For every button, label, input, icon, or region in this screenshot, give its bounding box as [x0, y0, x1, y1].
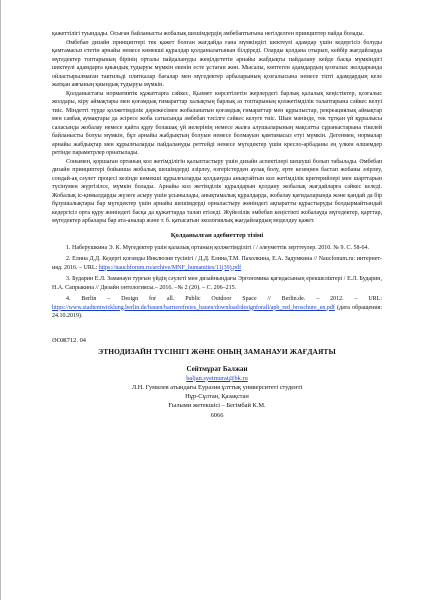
body-paragraph-2: Әмбебап дизайн принциптері тек қажет болған жағдайда ғана мүмкіндігі шектеулі адамдар үшін кедергісіз болуды қамтамасыз ететін арнайы немесе көмекші құралдар қолданылатынын білдіреді. Оларды қолдана отырып, кейбір жағдайларда мүгедектер топтарының бірінің орталы пайдалануды жеңілдететін арнайы жабдықты пайдалану кейде басқа мүмкіндігі шектеулі адамдарға қиындық тудыруы мүмкін екенін есте ұстаған жөн. Мысалы, көптеген адамдардың қозғалыс жолдарында ойластырылмаған тактильді плиткалар бағалар мен мүгедектер арбаларының қозғалысына немесе тіпті адамдардың келе жатқан аяғының қиындық тудыруы мүмкін. [52, 39, 382, 88]
reference-text: 4. Berlin – Design for all. Public Outdoor Space // Berlin.de. – 2012. – URL: [66, 296, 382, 302]
reference-text: 1. Наберушкина Э. К. Мүгедектер үшін қалалық ортаның қолжетімділігі / / әлеуметтік зерттеулер. 2010. № 9. С. 58-64. [66, 244, 369, 251]
reference-link[interactable]: https://www.stadtentwicklung.berlin.de/bauen/barrierefreies_bauen/download/designforall/apb_red_broschure_en.pdf [52, 304, 335, 311]
page-edge-line [0, 0, 1, 600]
body-paragraph-4: Сонымен, қоршаған ортаның кол жетімділігін қалыптастыру үшін дизайн аспектілері шешуші болып табылады. Әмбебап дизайн принциптері бойынша жобалық шешімдерді әзірлеу, өзгерістерден аулақ болу, ерте кезеңнен бастап жобаны әзірлеу, сондай-ақ сәулет процесі кезінде көмекші құрылғыларды қолдануды анықтайтын кол жетімділік критерийлері мен шарттарын түсінумен жүргізілсе, мүмкін болады. Арнайы кол жетімділік құралдарын қолдану жобалық жағдайларға сәйкес келеді. Жобалық іс-қимылдарды жүзеге асыру үшін ұсынылады, анықтамалық құралдарда, жобалау қағидаларында және қандай да бір бұзушылықтары бар мүгедектер үшін арнайы шешімдерді орналастыру жөніндегі ақпаратты құрастыруды болдырмайтындай кедергісіз орта құру жөніндегі басқа да құжаттарда талап етіледі. Жүйелілік әмбебап кеңістікті жобалауда мүгедектер, қарттар, мүгедектер арбалары бар ата-аналар және т. б. қатысатын экологиялық жағдайлардың моделдеу қажет. [52, 158, 382, 224]
author-block [52, 365, 382, 420]
body-paragraph-3: Қолданыстағы нормативтік құжаттарға сәйкес, Қызмет көрсетілетін жерлердегі барлық қалалық кеңістіктер, қозғалыс жолдары, кіру аймақтары мен қоғамдық ғимараттар халықтың барлық аз топтарының қолжетімділік талаптарына сәйкес келуі тиіс. Міндетті түрде қолжетімділік дәрежесімен жобаланатын қоғамдық ғимараттар мен құрылыстар, рекреациялық аймақтар мен саябақ аумақтары да әсіресе жоба сатысында әмбебап тәсілге сәйкес келуге тиіс. Шын мәнінде, тек тұтқан үй құрылысы саласында жобалау немесе қайта құру болашақ үй иелерінің немесе жалға алушыларының мақсатты сұраныстарына тікелей байланысты болуы мүмкін, бұл арнайы жабдықтың болуын немесе болмауын қамтамасыз етуі мүмкін. Дегенмен, нормалар арнайы жабдықтар мен құрылғыларды пайдалануды реттейді немесе мүгедектер үшін кресло-арбаданы ең үлкен өлшемдер ретінде параметрлер орнатылады. [52, 90, 382, 156]
reference-item-1 [52, 244, 382, 253]
author-email-link[interactable]: baljan.syetmurat@bk.ru [186, 374, 248, 382]
author-city: Нұр-Сұлтан, Қазақстан [185, 393, 249, 401]
reference-text: 2. Елина Д.Д. Кедергі қоғамды Инклюзия түсінігі / Д.Д. Елина,Т.М. Пахолкина, Е.А. Задумкина // Naucfonum.ru: интернет-ияд. 2016. – URL: [52, 256, 382, 271]
author-name: Сейтмұрат Балжан [186, 364, 248, 373]
references-heading: Қолданылған әдебиеттер тізімі [170, 231, 264, 239]
udc-code: ӘОЖ712. 04 [52, 336, 86, 344]
reference-item-4 [52, 295, 382, 321]
references-list [52, 244, 382, 321]
body-text [52, 30, 382, 226]
reference-suffix: (дата обращения: 24.10.2019). [52, 304, 382, 319]
page-number: 6066 [210, 411, 224, 419]
body-paragraph-1: қажеттілігі туындады. Осыған байланысты жобалық шешімдердің әмбебаптығына негізделген принциптер пайда болады. [52, 31, 364, 37]
reference-item-3 [52, 275, 382, 292]
author-affiliation: Л.Н. Гумилев атындағы Еуразия ұлттық университеті студенті [131, 383, 303, 391]
supervisor: Ғылыми жетекшісі – Бегімбай К.М. [168, 402, 266, 410]
reference-item-2 [52, 255, 382, 272]
article-title: ЭТНОДИЗАЙН ТҮСІНІГІ ЖӘНЕ ОНЫҢ ЗАМАНАУИ ЖАҒДАЯТЫ [98, 346, 336, 356]
reference-link[interactable]: https://nauchforum.ru/archive/MNF_humanities/11(39).pdf [98, 264, 242, 271]
reference-text: 3. Бударин Е.Л. Заманауи турғын үйдің сәулеті мен дизайнындағы Эргономика қағидасының ерекшеліктері / Е.Л. Бударин, Н.А. Сапрыкина // Дизайн онтологиясы.– 2016. –№ 2 (20). – С. 206–215. [52, 276, 382, 291]
